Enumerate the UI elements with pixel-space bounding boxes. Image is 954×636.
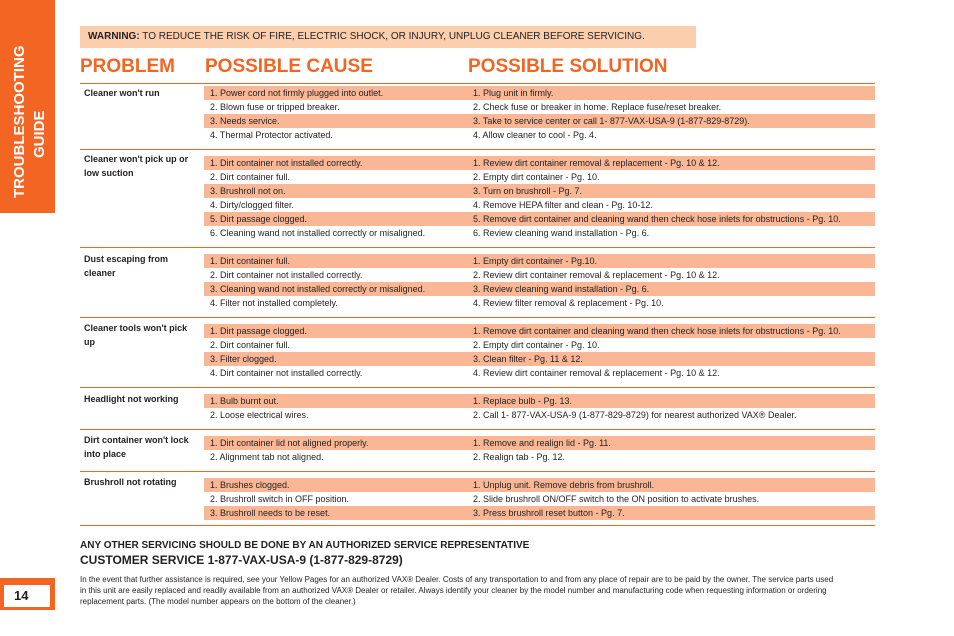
cause-text: 3. Needs service.	[210, 116, 280, 126]
sidebar-title-line2: GUIDE	[31, 110, 48, 158]
solution-text: 1. Review dirt container removal & replacement - Pg. 10 & 12.	[473, 158, 720, 168]
table-bottom-line	[80, 525, 875, 526]
solution-text: 2. Realign tab - Pg. 12.	[473, 452, 566, 462]
solution-text: 3. Clean filter - Pg. 11 & 12.	[473, 354, 583, 364]
solution-text: 6. Review cleaning wand installation - Pg. 6.	[473, 228, 650, 238]
cause-text: 2. Loose electrical wires.	[210, 410, 309, 420]
customer-service-line: CUSTOMER SERVICE 1-877-VAX-USA-9 (1-877-829-8729)	[80, 553, 403, 567]
problem-label: Dust escaping from cleaner	[84, 254, 169, 278]
group-divider	[80, 429, 875, 430]
warning-banner	[80, 26, 696, 48]
cause-text: 3. Cleaning wand not installed correctly or misaligned.	[210, 284, 426, 294]
cause-text: 3. Filter clogged.	[210, 354, 277, 364]
cause-text: 2. Brushroll switch in OFF position.	[210, 494, 350, 504]
footer-paragraph: In the event that further assistance is required, see your Yellow Pages for an authorized VAX® Dealer. Costs of any transportation to and from any place of repair are to be paid by the owner. The service parts used in this unit are easily replaced and readily available from an authorized VAX® Dealer or retailer. Always identify your cleaner by the model number and manufacturing code when requesting information or ordering replacement parts. (The model number appears on the bottom of the cleaner.)	[80, 575, 834, 606]
sidebar-title-line1: TROUBLESHOOTING	[11, 45, 28, 198]
group-divider	[80, 387, 875, 388]
problem-label: Cleaner won't run	[84, 88, 160, 98]
cause-text: 1. Bulb burnt out.	[210, 396, 279, 406]
solution-text: 2. Slide brushroll ON/OFF switch to the ON position to activate brushes.	[473, 494, 760, 504]
group-divider	[80, 247, 875, 248]
solution-text: 4. Allow cleaner to cool - Pg. 4.	[473, 130, 597, 140]
problem-label: Dirt container won't lock into place	[84, 435, 189, 459]
cause-text: 2. Dirt container full.	[210, 172, 291, 182]
cause-text: 4. Dirty/clogged filter.	[210, 200, 295, 210]
cause-text: 2. Blown fuse or tripped breaker.	[210, 102, 340, 112]
solution-text: 3. Review cleaning wand installation - Pg. 6.	[473, 284, 650, 294]
problem-label: Cleaner won't pick up or low suction	[84, 154, 189, 178]
header-problem: PROBLEM	[80, 56, 175, 77]
solution-text: 2. Call 1- 877-VAX-USA-9 (1-877-829-8729) for nearest authorized VAX® Dealer.	[473, 410, 797, 420]
solution-text: 2. Check fuse or breaker in home. Replace fuse/reset breaker.	[473, 102, 722, 112]
solution-text: 1. Plug unit in firmly.	[473, 88, 554, 98]
group-divider	[80, 471, 875, 472]
cause-text: 1. Brushes clogged.	[210, 480, 290, 490]
solution-text: 3. Take to service center or call 1- 877-VAX-USA-9 (1-877-829-8729).	[473, 116, 750, 126]
solution-text: 1. Remove and realign lid - Pg. 11.	[473, 438, 611, 448]
cause-text: 4. Filter not installed completely.	[210, 298, 338, 308]
cause-text: 1. Dirt container not installed correctly.	[210, 158, 363, 168]
solution-text: 1. Replace bulb - Pg. 13.	[473, 396, 573, 406]
solution-text: 2. Empty dirt container - Pg. 10.	[473, 340, 600, 350]
cause-text: 2. Alignment tab not aligned.	[210, 452, 324, 462]
solution-text: 1. Empty dirt container - Pg.10.	[473, 256, 598, 266]
header-possible-solution: POSSIBLE SOLUTION	[468, 56, 668, 77]
solution-text: 1. Unplug unit. Remove debris from brushroll.	[473, 480, 655, 490]
cause-text: 3. Brushroll needs to be reset.	[210, 508, 331, 518]
problem-label: Headlight not working	[84, 394, 179, 404]
cause-text: 1. Dirt container full.	[210, 256, 291, 266]
solution-text: 5. Remove dirt container and cleaning wand then check hose inlets for obstructions - Pg. 10.	[473, 214, 841, 224]
group-divider	[80, 83, 875, 84]
cause-text: 5. Dirt passage clogged.	[210, 214, 308, 224]
servicing-caption: ANY OTHER SERVICING SHOULD BE DONE BY AN AUTHORIZED SERVICE REPRESENTATIVE	[80, 540, 530, 551]
page-number: 14	[4, 585, 50, 607]
sidebar-title	[0, 0, 55, 213]
warning-label: WARNING:	[88, 31, 140, 42]
cause-text: 4. Dirt container not installed correctly.	[210, 368, 363, 378]
group-divider	[80, 149, 875, 150]
cause-text: 6. Cleaning wand not installed correctly or misaligned.	[210, 228, 426, 238]
cause-text: 1. Dirt container lid not aligned properly.	[210, 438, 369, 448]
cause-text: 2. Dirt container not installed correctly.	[210, 270, 363, 280]
solution-text: 4. Review dirt container removal & replacement - Pg. 10 & 12.	[473, 368, 720, 378]
solution-text: 4. Remove HEPA filter and clean - Pg. 10-12.	[473, 200, 653, 210]
cause-text: 3. Brushroll not on.	[210, 186, 286, 196]
solution-text: 4. Review filter removal & replacement - Pg. 10.	[473, 298, 664, 308]
solution-text: 1. Remove dirt container and cleaning wand then check hose inlets for obstructions - Pg. 10.	[473, 326, 841, 336]
warning-text: TO REDUCE THE RISK OF FIRE, ELECTRIC SHOCK, OR INJURY, UNPLUG CLEANER BEFORE SERVICING.	[142, 31, 645, 42]
solution-text: 3. Turn on brushroll - Pg. 7.	[473, 186, 583, 196]
problem-label: Cleaner tools won't pick up	[84, 323, 188, 347]
solution-text: 2. Empty dirt container - Pg. 10.	[473, 172, 600, 182]
problem-label: Brushroll not rotating	[84, 477, 177, 487]
group-divider	[80, 317, 875, 318]
cause-text: 2. Dirt container full.	[210, 340, 291, 350]
cause-text: 4. Thermal Protector activated.	[210, 130, 333, 140]
solution-text: 3. Press brushroll reset button - Pg. 7.	[473, 508, 625, 518]
cause-text: 1. Power cord not firmly plugged into outlet.	[210, 88, 384, 98]
solution-text: 2. Review dirt container removal & replacement - Pg. 10 & 12.	[473, 270, 720, 280]
header-possible-cause: POSSIBLE CAUSE	[205, 56, 373, 77]
cause-text: 1. Dirt passage clogged.	[210, 326, 308, 336]
